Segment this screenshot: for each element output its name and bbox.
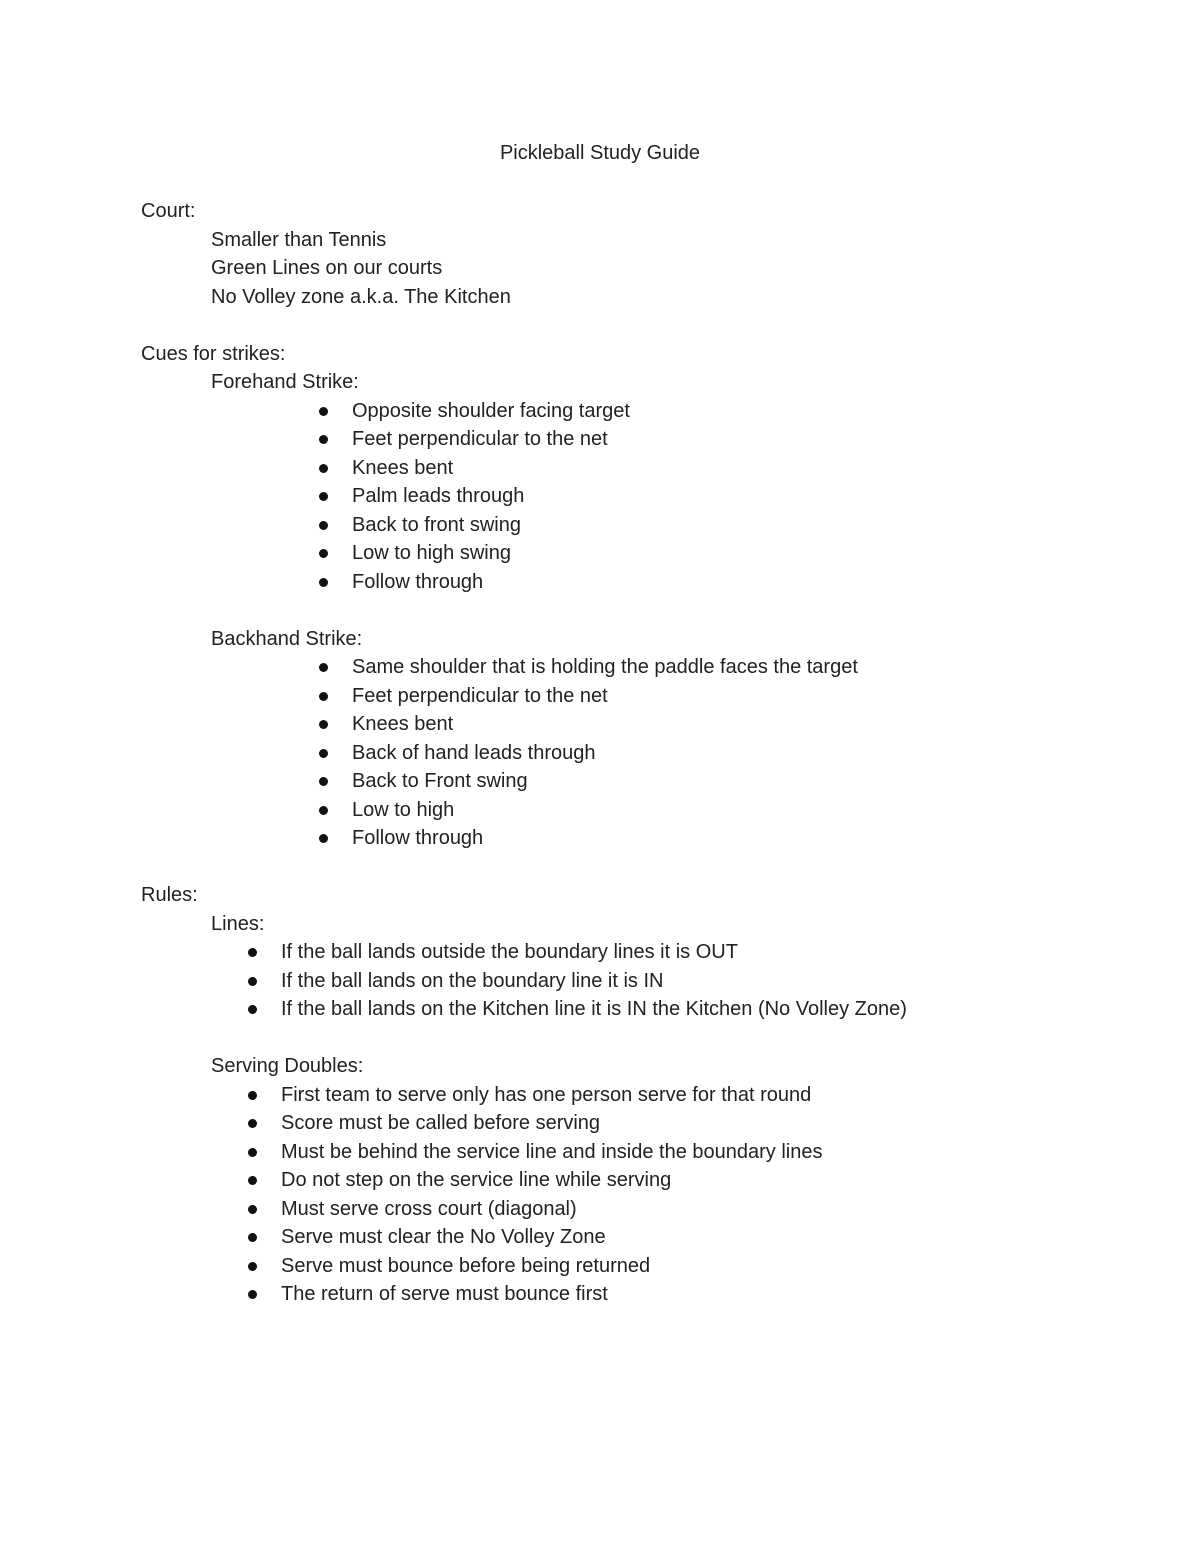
bullet-icon	[319, 407, 328, 416]
list-item	[141, 511, 1141, 540]
bullet-icon	[248, 1262, 257, 1271]
court-item: Smaller than Tennis	[211, 228, 387, 251]
backhand-list	[141, 653, 1141, 853]
forehand-heading: Forehand Strike:	[211, 371, 359, 393]
spacer	[141, 1024, 1141, 1053]
cues-heading: Cues for strikes:	[141, 342, 286, 365]
bullet-icon	[319, 834, 328, 843]
court-heading: Court:	[141, 200, 196, 222]
list-item	[141, 482, 1141, 511]
list-item	[141, 796, 1141, 825]
list-item-text: Same shoulder that is holding the paddle faces the target	[352, 656, 858, 678]
list-item-text: Must serve cross court (diagonal)	[281, 1197, 577, 1220]
list-item	[141, 1223, 1141, 1252]
rules-heading: Rules:	[141, 884, 198, 906]
list-item	[141, 1081, 1141, 1110]
list-item-text: Knees bent	[352, 713, 454, 735]
bullet-icon	[248, 1148, 257, 1157]
list-item	[141, 682, 1141, 711]
lines-heading: Lines:	[211, 912, 265, 935]
serving-heading: Serving Doubles:	[211, 1055, 364, 1077]
court-item: No Volley zone a.k.a. The Kitchen	[211, 285, 511, 308]
spacer	[141, 596, 1141, 625]
list-item	[141, 739, 1141, 768]
backhand-heading: Backhand Strike:	[211, 627, 363, 650]
bullet-icon	[248, 1233, 257, 1242]
bullet-icon	[319, 435, 328, 444]
list-item	[141, 824, 1141, 853]
list-item-text: Follow through	[352, 570, 484, 593]
list-item	[141, 767, 1141, 796]
list-item-text: Opposite shoulder facing target	[352, 399, 630, 422]
list-item-text: Must be behind the service line and inside the boundary lines	[281, 1140, 823, 1163]
bullet-icon	[248, 1290, 257, 1299]
list-item	[141, 995, 1141, 1024]
bullet-icon	[319, 720, 328, 729]
bullet-icon	[319, 549, 328, 558]
list-item-text: Serve must clear the No Volley Zone	[281, 1226, 606, 1248]
list-item	[141, 454, 1141, 483]
bullet-icon	[319, 692, 328, 701]
list-item	[141, 653, 1141, 682]
list-item	[141, 425, 1141, 454]
list-item-text: If the ball lands on the Kitchen line it is IN the Kitchen (No Volley Zone)	[281, 998, 907, 1020]
list-item-text: If the ball lands on the boundary line it is IN	[281, 969, 664, 992]
list-item-text: Follow through	[352, 827, 484, 849]
bullet-icon	[319, 663, 328, 672]
list-item	[141, 568, 1141, 597]
list-item	[141, 1195, 1141, 1224]
page-title: Pickleball Study Guide	[499, 142, 701, 164]
list-item-text: Back to front swing	[352, 513, 521, 536]
court-item: Green Lines on our courts	[211, 257, 443, 279]
bullet-icon	[248, 1119, 257, 1128]
list-item-text: Do not step on the service line while serving	[281, 1169, 672, 1191]
bullet-icon	[319, 492, 328, 501]
bullet-icon	[319, 777, 328, 786]
bullet-icon	[319, 521, 328, 530]
list-item	[141, 1252, 1141, 1281]
list-item	[141, 1280, 1141, 1309]
list-item-text: Low to high	[352, 798, 455, 821]
list-item	[141, 967, 1141, 996]
list-item	[141, 710, 1141, 739]
list-item	[141, 1138, 1141, 1167]
bullet-icon	[319, 749, 328, 758]
forehand-list	[141, 397, 1141, 597]
list-item-text: Feet perpendicular to the net	[352, 684, 608, 707]
bullet-icon	[248, 948, 257, 957]
list-item	[141, 539, 1141, 568]
list-item-text: Palm leads through	[352, 485, 525, 507]
list-item-text: Serve must bounce before being returned	[281, 1254, 651, 1277]
bullet-icon	[319, 578, 328, 587]
list-item-text: The return of serve must bounce first	[281, 1283, 608, 1305]
list-item-text: First team to serve only has one person serve for that round	[281, 1083, 812, 1106]
list-item-text: Feet perpendicular to the net	[352, 428, 608, 450]
list-item	[141, 1166, 1141, 1195]
spacer	[141, 853, 1141, 882]
list-item-text: Low to high swing	[352, 542, 511, 564]
list-item-text: Knees bent	[352, 456, 454, 479]
spacer	[141, 311, 1141, 340]
list-item	[141, 1109, 1141, 1138]
bullet-icon	[248, 1091, 257, 1100]
list-item-text: If the ball lands outside the boundary lines it is OUT	[281, 941, 738, 963]
bullet-icon	[319, 806, 328, 815]
list-item-text: Score must be called before serving	[281, 1112, 601, 1134]
bullet-icon	[248, 977, 257, 986]
lines-list	[141, 938, 1141, 1024]
list-item-text: Back of hand leads through	[352, 741, 596, 764]
bullet-icon	[248, 1205, 257, 1214]
list-item	[141, 938, 1141, 967]
serving-list	[141, 1081, 1141, 1309]
bullet-icon	[319, 464, 328, 473]
document-body	[141, 197, 1141, 1309]
bullet-icon	[248, 1176, 257, 1185]
list-item-text: Back to Front swing	[352, 770, 528, 792]
bullet-icon	[248, 1005, 257, 1014]
list-item	[141, 397, 1141, 426]
